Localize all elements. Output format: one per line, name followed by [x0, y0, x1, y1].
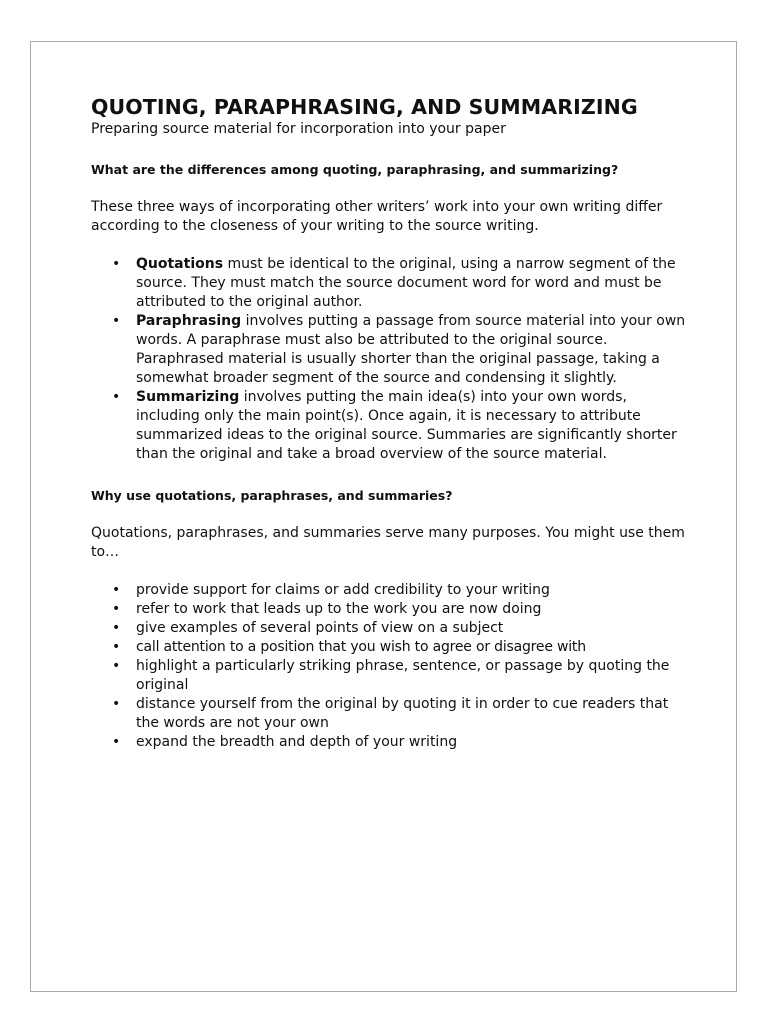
bullet-icon: •	[112, 696, 121, 712]
list-item-paraphrasing	[91, 312, 691, 388]
bullet-icon: •	[112, 734, 121, 750]
section-heading-why-use: Why use quotations, paraphrases, and summaries?	[91, 488, 453, 503]
section-heading-differences: What are the differences among quoting, paraphrasing, and summarizing?	[91, 162, 619, 177]
list-item-text: highlight a particularly striking phrase, sentence, or passage by quoting the original	[136, 658, 670, 693]
list-item-text: distance yourself from the original by quoting it in order to cue readers that the words are not your own	[136, 696, 669, 731]
list-item-text: refer to work that leads up to the work you are now doing	[136, 601, 542, 617]
differences-list	[91, 255, 691, 464]
list-item-text: give examples of several points of view on a subject	[136, 620, 504, 636]
document-content	[91, 94, 691, 752]
list-item	[91, 638, 691, 657]
purposes-list	[91, 581, 691, 752]
list-item-text: expand the breadth and depth of your writing	[136, 734, 458, 750]
document-title: QUOTING, PARAPHRASING, AND SUMMARIZING	[91, 95, 638, 119]
bullet-icon: •	[112, 582, 121, 598]
bullet-icon: •	[112, 256, 121, 272]
definition-summarizing: involves putting the main idea(s) into your own words, including only the main point(s). Once again, it is necessary to attribute summarized ideas to the original source. Summaries are significantly shorter than the original and take a broad overview of the source material.	[136, 389, 677, 462]
bullet-icon: •	[112, 639, 121, 655]
list-item	[91, 733, 691, 752]
term-summarizing: Summarizing	[136, 389, 240, 405]
list-item-quotations	[91, 255, 691, 312]
bullet-icon: •	[112, 658, 121, 674]
list-item	[91, 581, 691, 600]
list-item-text: call attention to a position that you wish to agree or disagree with	[136, 639, 586, 655]
section-intro-why-use: Quotations, paraphrases, and summaries serve many purposes. You might use them to…	[91, 525, 685, 560]
document-page	[30, 41, 737, 992]
list-item	[91, 657, 691, 695]
section-intro-differences: These three ways of incorporating other writers’ work into your own writing differ according to the closeness of your writing to the source writing.	[91, 199, 663, 234]
bullet-icon: •	[112, 389, 121, 405]
definition-quotations: must be identical to the original, using a narrow segment of the source. They must match the source document word for word and must be attributed to the original author.	[136, 256, 676, 310]
bullet-icon: •	[112, 620, 121, 636]
list-item	[91, 695, 691, 733]
bullet-icon: •	[112, 313, 121, 329]
bullet-icon: •	[112, 601, 121, 617]
list-item-summarizing	[91, 388, 691, 464]
document-subtitle: Preparing source material for incorporation into your paper	[91, 121, 506, 137]
list-item	[91, 619, 691, 638]
term-quotations: Quotations	[136, 256, 224, 272]
term-paraphrasing: Paraphrasing	[136, 313, 242, 329]
definition-paraphrasing: involves putting a passage from source material into your own words. A paraphrase must also be attributed to the original source. Paraphrased material is usually shorter than the original passage, taking a somewhat broader segment of the source and condensing it slightly.	[136, 313, 686, 386]
list-item-text: provide support for claims or add credibility to your writing	[136, 582, 550, 598]
list-item	[91, 600, 691, 619]
